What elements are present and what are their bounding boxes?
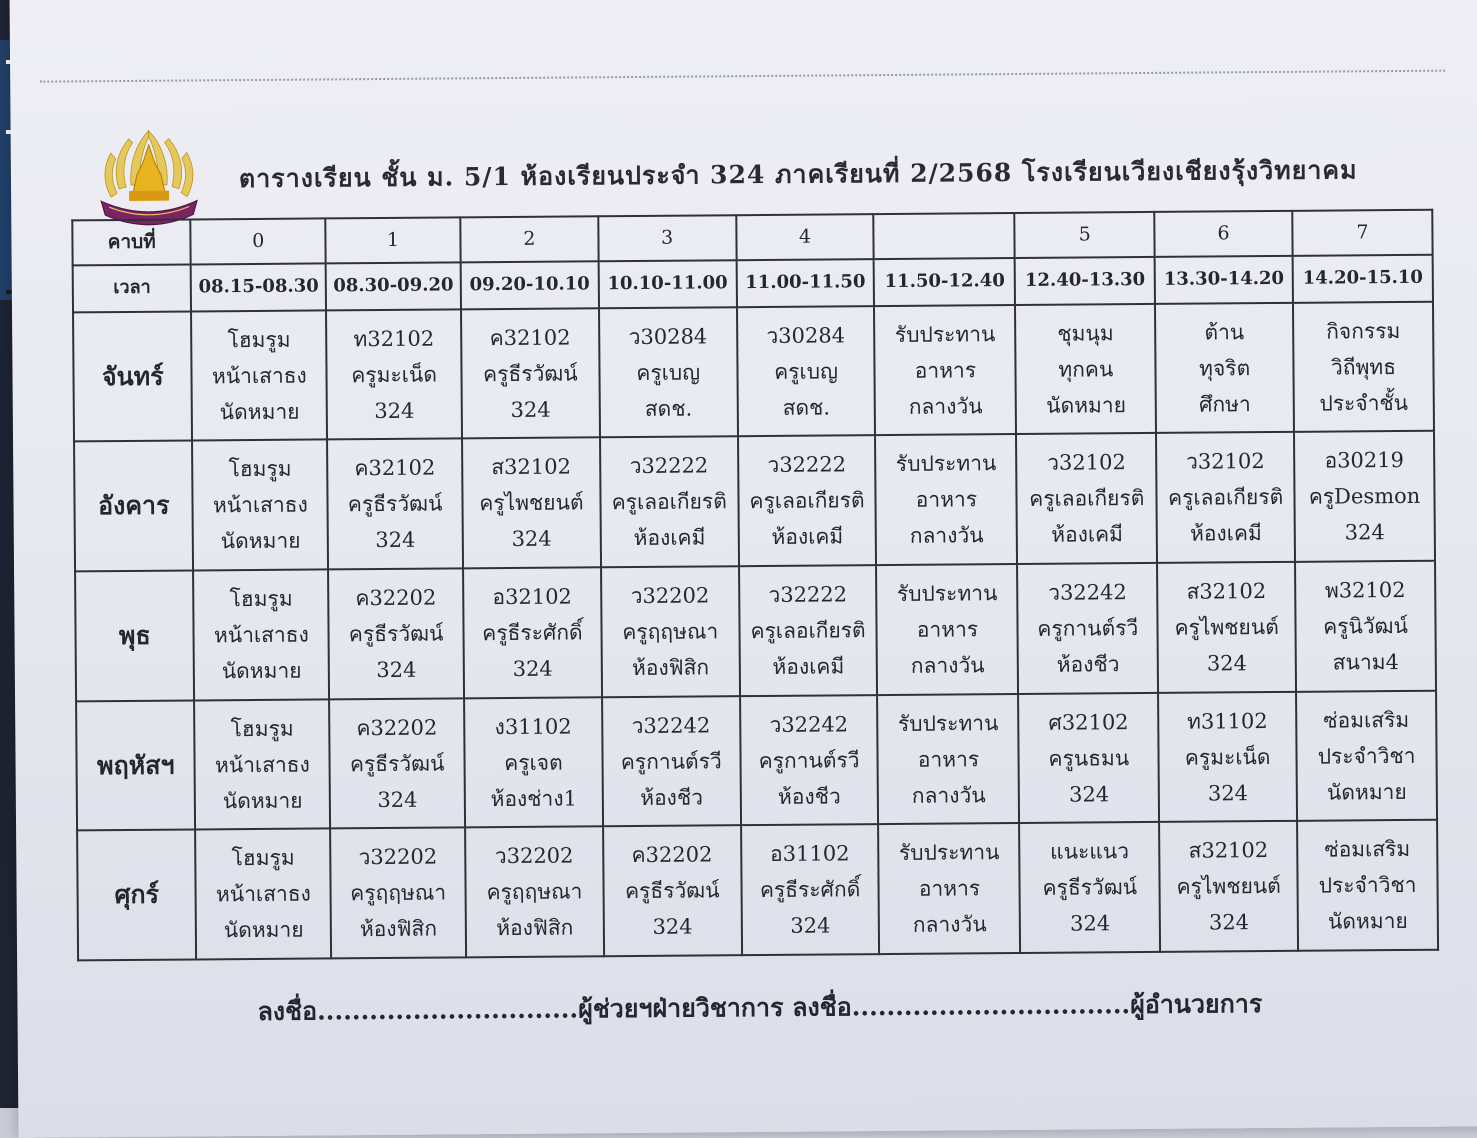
class-cell [602, 696, 741, 827]
class-cell-line: นัดหมาย [1327, 909, 1408, 934]
class-cell-line: ว32202 [358, 844, 438, 870]
class-cell-line: ส32102 [491, 454, 572, 480]
class-cell-line: 324 [377, 787, 418, 812]
page-title: ตารางเรียน ชั้น ม. 5/1 ห้องเรียนประจำ 324 ภาคเรียนที่ 2/2568 โรงเรียนเวียงเชียงรุ้งวิทยาคม [238, 155, 1358, 194]
class-cell [1293, 302, 1434, 433]
class-cell-line: ว32222 [629, 453, 709, 479]
time-slot: 08.30-09.20 [326, 262, 461, 310]
class-cell [1156, 432, 1295, 563]
class-cell [738, 436, 877, 567]
class-cell-line: ค32202 [356, 715, 438, 740]
class-cell [876, 564, 1018, 695]
class-cell-line: 324 [376, 657, 417, 682]
period-header: 5 [1015, 212, 1155, 258]
class-cell-line: ท31102 [1186, 708, 1268, 734]
class-cell-line: ว32242 [1048, 580, 1127, 605]
class-cell [462, 438, 601, 569]
class-cell-line: ว32202 [494, 843, 574, 869]
class-cell [600, 437, 739, 568]
class-cell [1016, 433, 1157, 564]
class-cell-line: รับประทาน [898, 840, 1000, 866]
class-cell [1294, 431, 1435, 562]
class-cell [1297, 820, 1438, 951]
class-cell [599, 307, 738, 438]
class-cell-line: โฮมรูม [227, 327, 291, 352]
class-cell-line: ประจำชั้น [1319, 390, 1409, 416]
period-header: 7 [1292, 210, 1432, 256]
period-header: 1 [325, 217, 460, 263]
class-cell-line: ศ32102 [1048, 709, 1129, 735]
signature-line: ลงชื่อ..............................ผู้ช่วยฯฝ่ายวิชาการ ลงชื่อ................................ผู้อำนวยการ [257, 989, 1263, 1026]
class-cell-line: ค32102 [354, 455, 436, 481]
class-cell-line: นัดหมาย [1326, 779, 1407, 805]
class-cell-line: รับประทาน [897, 710, 999, 736]
class-cell-line: อ31102 [770, 841, 850, 867]
class-cell-line: ห้องเคมี [1051, 522, 1124, 548]
class-cell [461, 308, 600, 439]
class-cell-line: สนาม4 [1332, 649, 1400, 675]
class-cell-line: ครูไพชยนต์ [479, 490, 584, 516]
class-cell-line: ว30284 [766, 323, 846, 348]
day-row [76, 690, 1437, 830]
class-cell-line: ต้าน [1204, 319, 1245, 345]
class-cell [739, 565, 878, 696]
class-cell-line: ว32102 [1047, 450, 1126, 476]
day-row [75, 561, 1436, 701]
class-cell-line: กลางวัน [911, 782, 986, 808]
class-cell-line: ง31102 [494, 714, 572, 739]
time-label: เวลา [73, 264, 192, 312]
class-cell-line: 324 [1207, 780, 1249, 806]
class-cell [1159, 821, 1298, 952]
class-cell-line: ครูธีรวัฒน์ [347, 491, 443, 517]
class-cell-line: ครูไพชยนต์ [1176, 874, 1281, 899]
class-cell-line: หน้าเสาธง [214, 752, 310, 777]
class-cell [465, 827, 604, 958]
class-cell-line: ห้องเคมี [772, 654, 845, 679]
class-cell [464, 697, 603, 828]
class-cell-line: 324 [374, 398, 415, 423]
class-cell [329, 698, 465, 829]
class-cell-line: 324 [1068, 781, 1110, 807]
class-cell-line: อาหาร [914, 357, 977, 383]
class-cell [737, 306, 876, 437]
class-cell-line: 324 [1344, 520, 1385, 545]
class-cell-line: ท32102 [353, 326, 435, 351]
class-cell-line: ว32222 [767, 452, 847, 478]
day-name: อังคาร [74, 441, 193, 572]
class-cell-line: ห้องฟิสิก [631, 655, 710, 680]
class-cell [603, 826, 742, 957]
class-cell-line: 324 [1206, 651, 1248, 676]
class-cell-line: ห้องเคมี [633, 525, 706, 551]
period-header: 0 [191, 218, 326, 264]
class-cell-line: กลางวัน [909, 523, 984, 549]
class-cell-line: อาหาร [915, 487, 978, 513]
time-slot: 08.15-08.30 [191, 263, 326, 311]
class-cell-line: อาหาร [918, 876, 981, 901]
class-cell [1295, 561, 1436, 692]
class-cell-line: โฮมรูม [231, 845, 295, 871]
class-cell [879, 823, 1021, 954]
class-cell-line: ครูธีระศักดิ์ [482, 620, 583, 646]
class-cell-line: ครูธีระศักดิ์ [759, 877, 861, 903]
class-cell-line: ครูธีรวัฒน์ [483, 361, 578, 386]
time-slot: 14.20-15.10 [1293, 255, 1433, 303]
class-cell [875, 434, 1017, 565]
class-cell-line: หน้าเสาธง [211, 363, 307, 388]
class-cell-line: ห้องชีว [777, 783, 841, 809]
class-cell-line: ครูธีรวัฒน์ [1042, 875, 1138, 900]
class-cell-line: ว32222 [768, 582, 848, 607]
class-cell-line: รับประทาน [894, 321, 996, 347]
class-cell-line: ส32102 [1186, 578, 1267, 604]
class-cell [191, 310, 327, 441]
class-cell-line: ครูเลอเกียรติ [1029, 486, 1145, 512]
class-cell-line: ครูธีรวัฒน์ [348, 621, 444, 647]
class-cell-line: นัดหมาย [221, 658, 302, 684]
class-cell-line: ห้องชีว [1056, 652, 1120, 677]
class-cell-line: นัดหมาย [1046, 392, 1127, 418]
class-cell-line: ครูฤฤษณา [486, 879, 583, 905]
class-cell-line: ครูเจต [504, 750, 563, 775]
class-cell [740, 695, 879, 826]
class-cell-line: 324 [1208, 910, 1250, 935]
time-slot: 11.00-11.50 [736, 259, 874, 307]
time-slot: 13.30-14.20 [1155, 256, 1293, 304]
class-cell-line: วิถีพุทธ [1330, 354, 1397, 380]
class-cell-line: อ30219 [1324, 448, 1405, 473]
class-cell-line: ค32202 [631, 842, 713, 868]
day-name: พฤหัสฯ [76, 700, 195, 831]
class-cell-line: พ32102 [1324, 577, 1406, 603]
dotted-divider [40, 70, 1445, 83]
class-cell [1296, 690, 1437, 821]
day-row [74, 431, 1435, 571]
class-cell [1157, 562, 1296, 693]
class-cell [877, 694, 1019, 825]
class-cell-line: ซ่อมเสริม [1323, 707, 1410, 733]
class-cell-line: ครูนิวัฒน์ [1323, 613, 1409, 639]
class-cell-line: รับประทาน [896, 581, 998, 606]
class-cell [601, 566, 740, 697]
class-cell-line: 324 [790, 913, 831, 938]
class-cell [193, 570, 329, 701]
class-cell-line: อาหาร [916, 617, 979, 642]
class-cell-line: ครูเลอเกียรติ [749, 488, 865, 514]
class-cell [463, 567, 602, 698]
class-cell-line: ห้องเคมี [1189, 521, 1262, 546]
class-cell-line: สดช. [782, 395, 831, 420]
class-cell [196, 829, 332, 960]
class-cell-line: ว32242 [631, 712, 711, 738]
class-cell [326, 309, 462, 440]
class-cell-line: นัดหมาย [223, 917, 304, 943]
class-cell-line: ครูกานต์รวี [620, 748, 722, 774]
class-cell [330, 828, 466, 959]
class-cell [1158, 692, 1297, 823]
class-cell-line: รับประทาน [895, 451, 997, 477]
class-cell [741, 824, 880, 955]
time-slot: 09.20-10.10 [461, 261, 599, 309]
time-slot: 11.50-12.40 [874, 258, 1015, 306]
class-cell-line: แนะแนว [1050, 839, 1130, 864]
class-cell-line: ว30284 [628, 324, 708, 349]
class-cell-line: ห้องฟิสิก [359, 916, 438, 942]
class-cell-line: ชุมนุม [1057, 320, 1114, 346]
class-cell [195, 699, 331, 830]
class-cell-line: สดช. [644, 396, 693, 421]
day-name: จันทร์ [73, 311, 192, 442]
class-cell-line: กิจกรรม [1326, 318, 1401, 344]
class-cell [1015, 304, 1156, 435]
class-cell-line: ครูไพชยนต์ [1174, 614, 1279, 640]
time-slot: 10.10-11.00 [598, 260, 736, 308]
class-cell [192, 440, 328, 571]
class-cell-line: โฮมรูม [230, 716, 294, 741]
class-cell-line: นัดหมาย [219, 399, 300, 424]
period-label: คาบที่ [72, 219, 191, 265]
class-cell-line: โฮมรูม [228, 456, 292, 482]
class-cell-line: ห้องฟิสิก [496, 915, 574, 941]
class-cell-line: ครูเบญ [636, 360, 701, 385]
class-cell-line: ทุกคน [1058, 356, 1114, 382]
class-cell-line: หน้าเสาธง [212, 492, 308, 518]
class-cell [1018, 693, 1159, 824]
class-cell-line: 324 [1069, 911, 1111, 936]
class-cell-line: ครูกานต์รวี [1037, 615, 1139, 641]
class-cell-line: ครูฤฤษณา [350, 880, 447, 906]
day-name: ศุกร์ [77, 830, 196, 961]
day-row [73, 302, 1434, 442]
class-cell-line: 324 [512, 656, 553, 681]
class-cell-line: ครูDesmon [1308, 484, 1421, 510]
day-row [77, 820, 1438, 960]
class-cell-line: ว32102 [1185, 449, 1265, 474]
class-cell-line: หน้าเสาธง [215, 881, 311, 907]
class-cell-line: ห้องเคมี [771, 524, 844, 550]
class-cell-line: หน้าเสาธง [213, 622, 309, 648]
class-cell-line: ครูนธมน [1048, 745, 1130, 771]
class-cell-line: ครูฤฤษณา [622, 619, 719, 645]
period-header: 6 [1154, 211, 1292, 257]
class-cell-line: ห้องชีว [640, 785, 704, 810]
class-cell-line: นัดหมาย [220, 528, 301, 554]
class-cell-line: ว32242 [769, 711, 849, 737]
class-cell-line: กลางวัน [908, 393, 983, 419]
class-cell [1155, 303, 1294, 434]
class-cell-line: โฮมรูม [229, 586, 293, 612]
class-cell-line: ครูธีรวัฒน์ [349, 751, 445, 776]
period-header: 3 [598, 215, 736, 261]
class-cell-line: ส32102 [1188, 838, 1269, 863]
class-cell-line: ครูเลอเกียรติ [750, 618, 866, 644]
period-header: 2 [460, 216, 598, 262]
class-cell-line: ครูเบญ [774, 359, 839, 384]
class-cell-line: 324 [375, 528, 416, 553]
class-cell-line: ศึกษา [1198, 391, 1251, 417]
period-header [874, 213, 1015, 259]
class-cell-line: ครูกานต์รวี [758, 747, 860, 773]
class-cell-line: 324 [652, 914, 693, 940]
class-cell-line: ครูเลอเกียรติ [1167, 485, 1284, 511]
class-cell-line: ว32202 [630, 583, 710, 608]
class-cell-line: ครูมะเน็ด [351, 362, 437, 387]
class-cell [327, 439, 463, 570]
period-header: 4 [736, 214, 874, 260]
class-cell [1017, 563, 1158, 694]
class-cell-line: กลางวัน [912, 912, 987, 938]
class-cell-line: นัดหมาย [222, 788, 303, 813]
class-cell-line: ทุจริต [1198, 355, 1251, 381]
school-emblem-icon [89, 122, 210, 231]
class-cell-line: ครูธีรวัฒน์ [624, 878, 720, 904]
class-cell-line: ครูเลอเกียรติ [611, 489, 727, 515]
class-cell-line: อาหาร [917, 746, 980, 772]
class-cell-line: อ32102 [492, 584, 572, 610]
class-cell-line: ประจำวิชา [1317, 743, 1416, 769]
timetable [71, 209, 1439, 962]
class-cell-line: ห้องช่าง1 [490, 786, 578, 811]
day-name: พุธ [75, 571, 194, 702]
class-cell-line: ซ่อมเสริม [1324, 837, 1411, 862]
class-cell [874, 305, 1016, 436]
paper-sheet [10, 0, 1477, 1138]
class-cell-line: ค32102 [489, 325, 571, 350]
class-cell-line: กลางวัน [910, 653, 985, 678]
class-cell [328, 568, 464, 699]
class-cell [1019, 822, 1160, 953]
class-cell-line: ประจำวิชา [1318, 873, 1417, 898]
class-cell-line: ครูมะเน็ด [1184, 744, 1271, 770]
time-slot: 12.40-13.30 [1015, 257, 1155, 305]
class-cell-line: 324 [511, 526, 552, 552]
class-cell-line: ค32202 [355, 585, 437, 611]
class-cell-line: 324 [510, 397, 551, 422]
